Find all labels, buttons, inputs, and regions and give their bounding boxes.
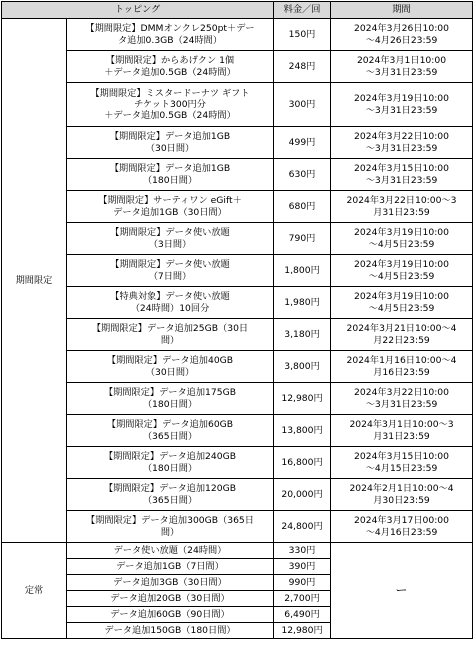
category-regular: 定常 [2,543,67,639]
topping-name: 【期間限定】DMMオンクレ250pt＋デー タ追加0.3GB（24時間） [67,19,274,51]
header-period: 期間 [331,2,473,19]
topping-period: 2024年3月15日10:00 ～3月31日23:59 [331,159,473,191]
category-limited: 期間限定 [2,19,67,543]
topping-period: 2024年3月22日10:00～3 月31日23:59 [331,191,473,223]
table-row [2,255,473,287]
table-row [2,191,473,223]
topping-price: 3,180円 [274,319,331,351]
table-row [2,447,473,479]
table-row [2,511,473,543]
table-row [2,19,473,51]
topping-price: 2,700円 [274,591,331,607]
limited-section [2,19,473,543]
topping-price: 12,980円 [274,383,331,415]
topping-period: 2024年3月19日10:00 ～4月5日23:59 [331,223,473,255]
table-row [2,415,473,447]
table-row [2,159,473,191]
topping-price: 330円 [274,543,331,559]
topping-name: 【期間限定】データ追加240GB （180日間） [67,447,274,479]
topping-name: データ追加1GB（7日間） [67,559,274,575]
topping-name: 【期間限定】ミスタードーナツ ギフト チケット300円分 ＋データ追加0.5GB（24時間） [67,83,274,127]
topping-period: 2024年3月22日10:00 ～3月31日23:59 [331,383,473,415]
topping-period: 2024年3月1日10:00～3 月31日23:59 [331,415,473,447]
table-row [2,479,473,511]
topping-price: 1,800円 [274,255,331,287]
topping-price: 150円 [274,19,331,51]
topping-period: 2024年3月19日10:00 ～4月5日23:59 [331,287,473,319]
topping-price-table-container [1,1,472,639]
topping-name: 【期間限定】データ使い放題 （3日間） [67,223,274,255]
topping-name: 【期間限定】データ使い放題 （7日間） [67,255,274,287]
topping-period: 2024年3月19日10:00 ～4月5日23:59 [331,255,473,287]
topping-name: 【期間限定】データ追加1GB （180日間） [67,159,274,191]
topping-name: 【期間限定】データ追加40GB （30日間） [67,351,274,383]
topping-price: 390円 [274,559,331,575]
topping-name: 【期間限定】データ追加25GB（30日 間） [67,319,274,351]
topping-price: 16,800円 [274,447,331,479]
table-row [2,127,473,159]
topping-name: データ追加20GB（30日間） [67,591,274,607]
topping-price: 13,800円 [274,415,331,447]
topping-price: 630円 [274,159,331,191]
topping-price: 6,490円 [274,607,331,623]
header-row [2,2,473,19]
topping-name: 【期間限定】データ追加1GB （30日間） [67,127,274,159]
topping-name: 【期間限定】からあげクン 1個 ＋データ追加0.5GB（24時間） [67,51,274,83]
topping-period: 2024年3月19日10:00 ～3月31日23:59 [331,83,473,127]
table-row [2,383,473,415]
topping-name: データ追加3GB（30日間） [67,575,274,591]
table-row [2,223,473,255]
header-topping: トッピング [2,2,274,19]
topping-period: 2024年2月1日10:00～4 月30日23:59 [331,479,473,511]
topping-period: 2024年3月22日10:00 ～3月31日23:59 [331,127,473,159]
topping-name: 【特典対象】データ使い放題 （24時間）10回分 [67,287,274,319]
topping-period: 2024年3月26日10:00 ～4月26日23:59 [331,19,473,51]
topping-name: 【期間限定】データ追加120GB （365日間） [67,479,274,511]
topping-name: 【期間限定】データ追加300GB（365日 間） [67,511,274,543]
regular-section [2,543,473,639]
topping-period: 2024年3月15日10:00 ～4月15日23:59 [331,447,473,479]
table-row [2,287,473,319]
topping-name: 【期間限定】データ追加175GB （180日間） [67,383,274,415]
topping-name: データ使い放題（24時間） [67,543,274,559]
topping-name: 【期間限定】サーティワン eGift＋ データ追加1GB（30日間） [67,191,274,223]
topping-period: 2024年3月1日10:00 ～3月31日23:59 [331,51,473,83]
table-row [2,351,473,383]
topping-period: 2024年3月21日10:00～4 月22日23:59 [331,319,473,351]
topping-price: 248円 [274,51,331,83]
table-row [2,319,473,351]
header-price: 料金／回 [274,2,331,19]
table-row [2,83,473,127]
topping-price: 1,980円 [274,287,331,319]
topping-name: データ追加60GB（90日間） [67,607,274,623]
topping-price: 990円 [274,575,331,591]
topping-price: 499円 [274,127,331,159]
topping-price: 790円 [274,223,331,255]
topping-period: 2024年3月17日00:00 ～4月16日23:59 [331,511,473,543]
topping-name: データ追加150GB（180日間） [67,623,274,639]
topping-price: 3,800円 [274,351,331,383]
topping-price: 20,000円 [274,479,331,511]
topping-price: 24,800円 [274,511,331,543]
regular-period: ー [331,543,473,639]
topping-price-table [1,1,473,639]
table-row [2,51,473,83]
topping-period: 2024年1月16日10:00～4 月16日23:59 [331,351,473,383]
table-row [2,543,473,559]
topping-price: 300円 [274,83,331,127]
topping-price: 12,980円 [274,623,331,639]
topping-price: 680円 [274,191,331,223]
topping-name: 【期間限定】データ追加60GB （365日間） [67,415,274,447]
